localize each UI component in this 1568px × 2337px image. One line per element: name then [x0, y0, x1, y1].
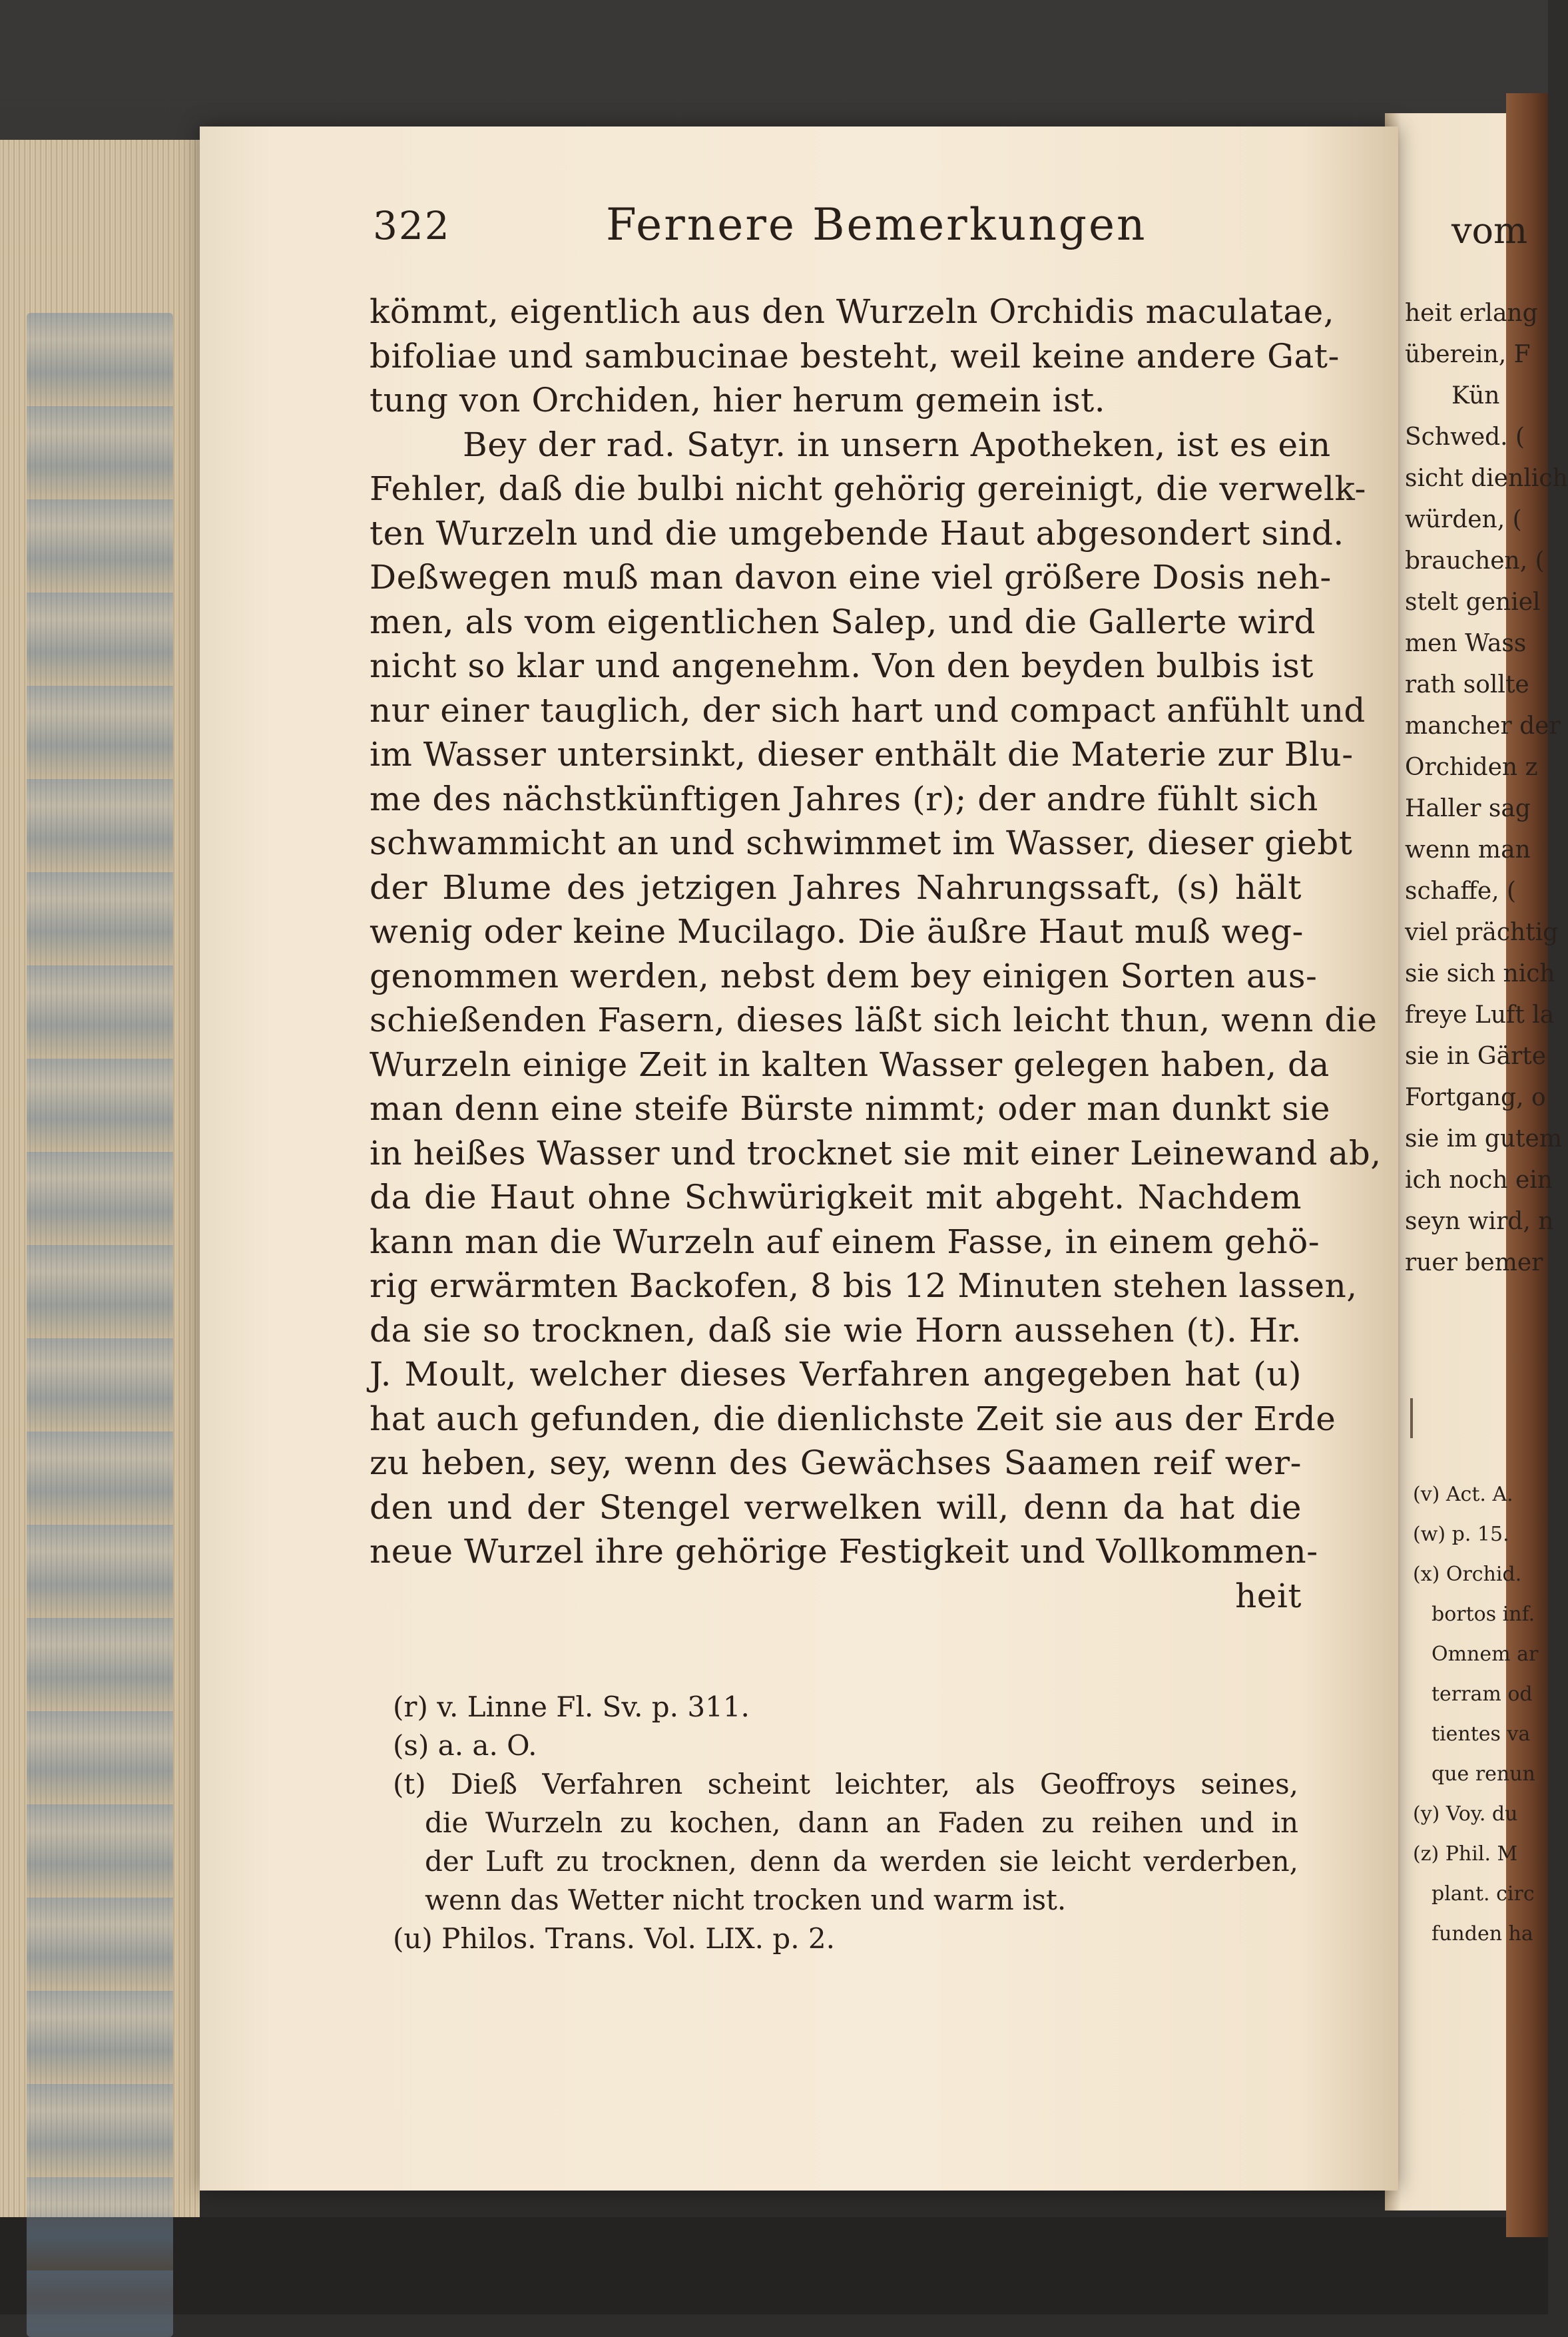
facing-note: que renun: [1432, 1762, 1535, 1786]
footnote-s: (s) a. a. O.: [393, 1729, 537, 1762]
facing-note: (v) Act. A.: [1413, 1483, 1513, 1506]
text-line: schießenden Fasern, dieses läßt sich leicht thun, wenn die: [370, 1001, 1378, 1039]
footnote-t-line: der Luft zu trocknen, denn da werden sie leicht verderben,: [425, 1845, 1298, 1878]
text-line: ten Wurzeln und die umgebende Haut abgesondert sind.: [370, 513, 1344, 553]
footnotes: [393, 1688, 1298, 1958]
facing-page-header: vom: [1451, 210, 1528, 252]
text-line: da sie so trocknen, daß sie wie Horn aussehen (t). Hr.: [370, 1310, 1302, 1350]
facing-line: brauchen, (: [1405, 547, 1545, 575]
facing-line: Fortgang, o: [1405, 1084, 1546, 1111]
text-line: kömmt, eigentlich aus den Wurzeln Orchidis maculatae,: [370, 292, 1335, 331]
footnote-u: (u) Philos. Trans. Vol. LIX. p. 2.: [393, 1922, 835, 1955]
marbled-edge: [27, 313, 173, 2337]
facing-line: men Wass: [1405, 630, 1527, 657]
facing-note: Omnem ar: [1432, 1643, 1539, 1666]
facing-line: mancher der: [1405, 712, 1561, 740]
catchword: heit: [1235, 1576, 1302, 1615]
book-fore-edge: [0, 140, 200, 2217]
text-line: Bey der rad. Satyr. in unsern Apotheken, ist es ein: [463, 425, 1331, 464]
footnote-t-line: die Wurzeln zu kochen, dann an Faden zu reihen und in: [425, 1806, 1298, 1839]
facing-note: (z) Phil. M: [1413, 1842, 1518, 1866]
facing-line: wenn man: [1405, 836, 1531, 864]
text-line: men, als vom eigentlichen Salep, und die Gallerte wird: [370, 602, 1316, 641]
text-line: me des nächstkünftigen Jahres (r); der andre fühlt sich: [370, 779, 1318, 818]
facing-note: tientes va: [1432, 1722, 1531, 1746]
facing-note: (w) p. 15.: [1413, 1523, 1509, 1546]
text-line: zu heben, sey, wenn des Gewächses Saamen reif wer-: [370, 1443, 1302, 1482]
facing-line: stelt geniel: [1405, 589, 1541, 616]
facing-line: ruer bemer: [1405, 1249, 1543, 1276]
facing-line: Kün: [1451, 382, 1500, 409]
facing-line: sie in Gärte: [1405, 1043, 1547, 1070]
facing-line: ich noch ein: [1405, 1167, 1553, 1194]
facing-line: schaffe, (: [1405, 878, 1517, 905]
text-line: da die Haut ohne Schwürigkeit mit abgeht. Nachdem: [370, 1178, 1302, 1216]
facing-line: sie sich nich: [1405, 960, 1555, 987]
body-text: [370, 290, 1382, 1618]
page-number: 322: [373, 203, 451, 248]
footnote-t-line: wenn das Wetter nicht trocken und warm ist.: [425, 1884, 1067, 1916]
text-line: Wurzeln einige Zeit in kalten Wasser gelegen haben, da: [370, 1045, 1330, 1084]
facing-line: seyn wird, n: [1405, 1208, 1554, 1235]
running-title: Fernere Bemerkungen: [606, 199, 1147, 250]
backdrop: [0, 2217, 1548, 2314]
text-line: hat auch gefunden, die dienlichste Zeit sie aus der Erde: [370, 1399, 1336, 1438]
text-line: den und der Stengel verwelken will, denn da hat die: [370, 1487, 1302, 1527]
text-line: nur einer tauglich, der sich hart und compact anfühlt und: [370, 690, 1366, 730]
footnote-t-line: (t) Dieß Verfahren scheint leichter, als Geoffroys seines,: [393, 1768, 1298, 1800]
text-line: Fehler, daß die bulbi nicht gehörig gereinigt, die verwelk-: [370, 469, 1366, 508]
text-line: tung von Orchiden, hier herum gemein ist.: [370, 381, 1106, 419]
facing-line: Schwed. (: [1405, 423, 1525, 451]
text-line: wenig oder keine Mucilago. Die äußre Haut muß weg-: [370, 912, 1304, 951]
facing-page-text: [1405, 293, 1568, 1284]
facing-line: heit erlang: [1405, 300, 1538, 327]
facing-line: überein, F: [1405, 341, 1531, 368]
facing-line: rath sollte: [1405, 671, 1529, 698]
facing-line: würden, (: [1405, 506, 1522, 533]
facing-note: (x) Orchid.: [1413, 1563, 1522, 1586]
text-line: neue Wurzel ihre gehörige Festigkeit und Vollkommen-: [370, 1532, 1318, 1571]
text-line: genommen werden, nebst dem bey einigen Sorten aus-: [370, 956, 1318, 995]
facing-page-footnotes: [1413, 1475, 1546, 1954]
facing-note: terram od: [1432, 1683, 1533, 1706]
text-line: J. Moult, welcher dieses Verfahren angegeben hat (u): [370, 1355, 1302, 1394]
facing-line: freye Luft la: [1405, 1001, 1555, 1029]
text-line: man denn eine steife Bürste nimmt; oder man dunkt sie: [370, 1089, 1330, 1128]
text-line: nicht so klar und angenehm. Von den beyden bulbis ist: [370, 647, 1314, 685]
text-line: schwammicht an und schwimmet im Wasser, dieser giebt: [370, 824, 1353, 862]
footnote-r: (r) v. Linne Fl. Sv. p. 311.: [393, 1690, 750, 1723]
text-line: bifoliae und sambucinae besteht, weil keine andere Gat-: [370, 336, 1340, 376]
facing-note: funden ha: [1432, 1922, 1533, 1946]
facing-line: Haller sag: [1405, 795, 1531, 822]
facing-note: (y) Voy. du: [1413, 1802, 1518, 1826]
text-line: in heißes Wasser und trocknet sie mit einer Leinewand ab,: [370, 1133, 1382, 1172]
facing-line: sie im gutem: [1405, 1125, 1562, 1153]
page-header: [373, 199, 1298, 263]
text-line: Deßwegen muß man davon eine viel größere Dosis neh-: [370, 558, 1332, 597]
text-line: rig erwärmten Backofen, 8 bis 12 Minuten stehen lassen,: [370, 1266, 1358, 1305]
text-line: kann man die Wurzeln auf einem Fasse, in einem gehö-: [370, 1222, 1320, 1261]
facing-line: sicht dienlich: [1405, 465, 1568, 492]
facing-page-rule: [1410, 1398, 1413, 1438]
facing-note: bortos inf.: [1432, 1603, 1535, 1626]
text-line: im Wasser untersinkt, dieser enthält die Materie zur Blu-: [370, 735, 1354, 774]
facing-line: viel prächtig: [1405, 919, 1559, 946]
facing-note: plant. circ: [1432, 1882, 1535, 1906]
text-line: der Blume des jetzigen Jahres Nahrungssaft, (s) hält: [370, 868, 1302, 907]
facing-line: Orchiden z: [1405, 754, 1538, 781]
